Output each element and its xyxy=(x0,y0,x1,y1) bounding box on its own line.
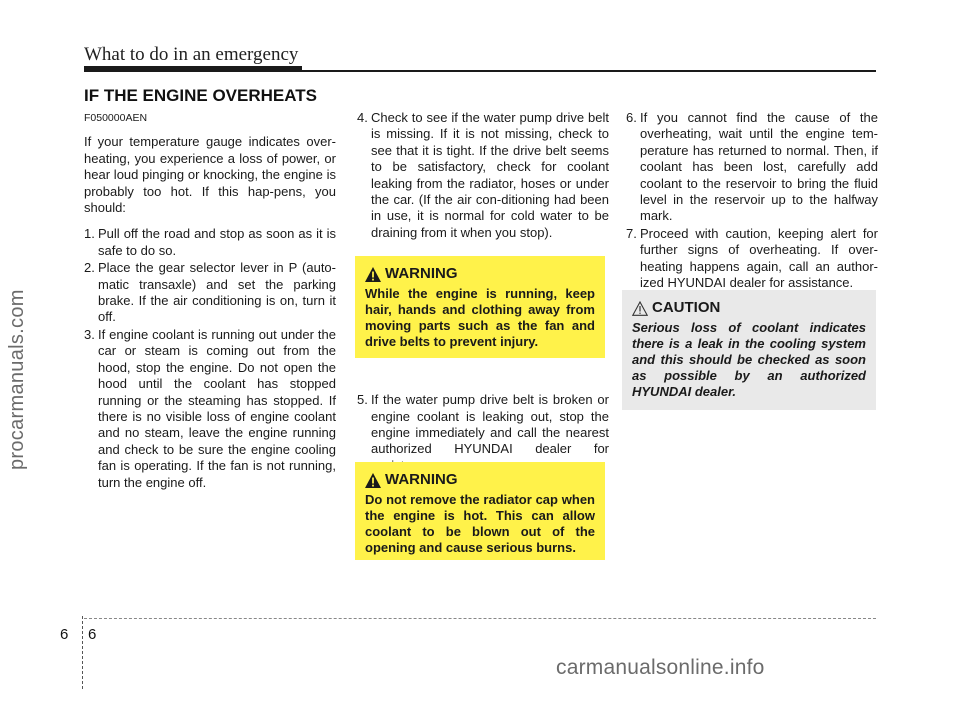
warning-box xyxy=(355,462,605,560)
section-title: IF THE ENGINE OVERHEATS xyxy=(84,86,317,105)
caution-text: Serious loss of coolant indicates there is a leak in the cooling system and this should be checked as soon as possible by an authorized HYUNDAI dealer. xyxy=(632,320,866,399)
list-text: Check to see if the water pump drive belt is missing. If it is not missing, check to see that it is tight. If the drive belt seems to be satisfactory, check for coolant leaking from the radiator, hoses or under the car. (If the air con-ditioning had been in use, it is normal for cold water to be draining from it when you stop). xyxy=(371,110,609,240)
column-3 xyxy=(626,110,878,292)
header-rule xyxy=(84,70,876,72)
intro-paragraph: If your temperature gauge indicates over-heating, you experience a loss of power, or hear loud pinging or knocking, the engine is probably too hot. If this hap-pens, you should: xyxy=(84,134,336,216)
chapter-number: 6 xyxy=(60,626,69,643)
list-text: If you cannot find the cause of the overheating, wait until the engine tem-perature has returned to normal. Then, if coolant has been lost, carefully add coolant to the reservoir to bring the fluid level in the reservoir up to the halfway mark. xyxy=(640,110,878,224)
caution-triangle-icon xyxy=(632,301,648,316)
list-item xyxy=(357,110,609,241)
warning-box xyxy=(355,256,605,358)
chapter-header-title: What to do in an emergency xyxy=(84,44,299,65)
list-item xyxy=(84,226,336,259)
column-1 xyxy=(84,110,336,492)
list-text: Proceed with caution, keeping alert for further signs of overheating. If over-heating happens again, call an author-ized HYUNDAI dealer for assistance. xyxy=(640,225,878,291)
list-text: Place the gear selector lever in P (auto-matic transaxle) and set the parking brake. If the air conditioning is on, turn it off. xyxy=(98,260,336,325)
list-item xyxy=(626,226,878,292)
list-item xyxy=(626,110,878,225)
footer-rule xyxy=(84,618,876,619)
warning-label: WARNING xyxy=(385,265,458,282)
list-text: If the water pump drive belt is broken or engine coolant is leaking out, stop the engine immediately and call the nearest authorized HYUNDAI dealer for xyxy=(371,392,609,457)
warning-triangle-icon xyxy=(365,473,381,488)
watermark-left-text: procarmanuals.com xyxy=(6,289,28,470)
caution-header xyxy=(632,300,866,316)
warning-label: WARNING xyxy=(385,471,458,488)
warning-text: While the engine is running, keep hair, hands and clothing away from moving parts such as the fan and drive belts to prevent injury. xyxy=(365,286,595,349)
list-number: 4. xyxy=(357,110,368,125)
list-number: 6. xyxy=(626,110,637,125)
page-number-divider xyxy=(82,616,84,689)
warning-text: Do not remove the radiator cap when the engine is hot. This can allow coolant to be blown out of the opening and cause serious burns. xyxy=(365,492,595,555)
section-code: F050000AEN xyxy=(84,112,148,124)
list-number: 1. xyxy=(84,226,95,242)
list-number: 2. xyxy=(84,260,95,276)
list-number: 7. xyxy=(626,225,637,241)
list-item xyxy=(84,260,336,326)
page-number-value: 6 xyxy=(88,626,97,643)
list-text: Pull off the road and stop as soon as it is safe to do so. xyxy=(98,226,336,258)
list-text: If engine coolant is running out under the car or steam is coming out from the hood, stop the engine. Do not open the hood until the coolant has stopped running or the steaming has stopped. If there is no visible loss of engine coolant and no steam, leave the engine running and check to be sure the engine cooling fan is operating. If the fan is not running, turn the engine off. xyxy=(98,326,336,490)
warning-header xyxy=(365,266,595,282)
list-number: 5. xyxy=(357,392,368,408)
list-item xyxy=(84,327,336,491)
caution-box xyxy=(622,290,876,410)
list-number: 3. xyxy=(84,326,95,342)
watermark-bottom: carmanualsonline.info xyxy=(556,656,765,679)
caution-label: CAUTION xyxy=(652,299,721,316)
watermark-left xyxy=(6,289,36,710)
warning-header xyxy=(365,472,595,488)
warning-triangle-icon xyxy=(365,267,381,282)
